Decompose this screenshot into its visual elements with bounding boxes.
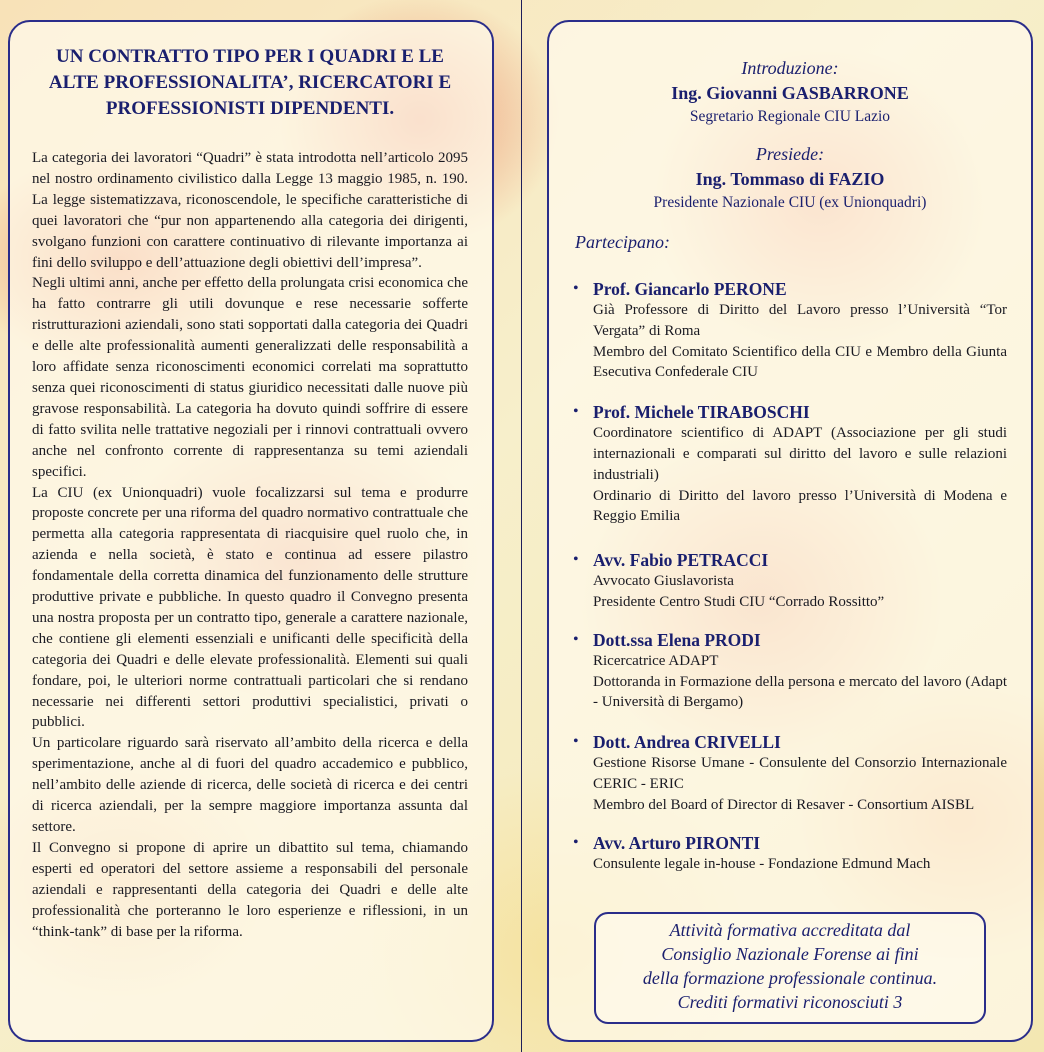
speaker-role: Presidente Centro Studi CIU “Corrado Rossitto” — [593, 593, 885, 610]
accreditation-line: Attività formativa accreditata dal — [669, 920, 911, 940]
speaker-role: Gestione Risorse Umane - Consulente del Consorzio Internazionale CERIC - ERIC — [593, 755, 1007, 792]
speaker-role: Membro del Comitato Scientifico della CIU e Membro della Giunta Esecutiva Confederale CIU — [593, 343, 1007, 381]
accreditation-line: della formazione professionale continua. — [642, 968, 938, 988]
left-panel — [8, 20, 494, 1042]
chair-name: Ing. Tommaso di FAZIO — [695, 169, 885, 189]
speaker-name: Avv. Fabio PETRACCI — [593, 550, 769, 571]
speaker-role: Ricercatrice ADAPT — [593, 652, 719, 669]
paragraph: Negli ultimi anni, anche per effetto della prolungata crisi economica che ha fatto contrarre gli utili dovunque e rese necessarie sofferte ristrutturazioni aziendali, sono stati sopportati dalla categoria dei Quadri e delle alte professionalità aumenti generalizzati delle responsabilità a loro affidate senza riconoscimenti economici correlati ma soprattutto senza quei riconoscimenti di status giuridico necessitati dalle nuove più gravose responsabilità. La categoria ha dovuto quindi soffrire di essere di fatto svilita nelle trattative negoziali per i rinnovi contrattuali ovvero anche nel confronto corrente di rappresentanza su temi aziendali specifici. — [32, 275, 468, 480]
paragraph: La categoria dei lavoratori “Quadri” è stata introdotta nell’articolo 2095 nel nostro ordinamento civilistico dalla Legge 13 maggio 1985, n. 190. La legge sistematizzava, riconoscendole, le specifiche caratteristiche di quei lavoratori che “pur non appartenendo alla categoria dei dirigenti, svolgano funzioni con carattere continuativo di rilevante importanza ai fini dello sviluppo e dell’attuazione degli obiettivi dell’impresa”. — [32, 150, 468, 271]
speaker-name: Prof. Michele TIRABOSCHI — [593, 402, 810, 423]
title-line: UN CONTRATTO TIPO PER I QUADRI E LE — [56, 46, 444, 67]
speaker-item — [573, 549, 1007, 613]
intro-name: Ing. Giovanni GASBARRONE — [671, 83, 909, 103]
chair-label: Presiede: — [755, 144, 825, 164]
bullet-icon: • — [573, 833, 579, 851]
speaker-role: Membro del Board of Director di Resaver - Consortium AISBL — [593, 796, 975, 813]
bullet-icon: • — [573, 551, 579, 569]
speaker-item — [573, 401, 1007, 527]
paragraph: Il Convegno si propone di aprire un dibattito sul tema, chiamando esperti ed operatori del settore assieme a responsabili del personale aziendali e rappresentanti della categoria dei Quadri e delle alte professionalità che porteranno le loro esperienze e riflessioni, in un “think-tank” di base per la riforma. — [32, 839, 468, 940]
bullet-icon: • — [573, 630, 579, 648]
speaker-name: Prof. Giancarlo PERONE — [593, 279, 787, 299]
bullet-icon: • — [573, 403, 579, 421]
title-line: ALTE PROFESSIONALITA’, RICERCATORI E — [48, 72, 452, 93]
speaker-role: Già Professore di Diritto del Lavoro presso l’Università “Tor Vergata” di Roma — [593, 302, 1007, 339]
chair-role: Presidente Nazionale CIU (ex Unionquadri) — [653, 194, 927, 211]
paragraph: Un particolare riguardo sarà riservato all’ambito della ricerca e della sperimentazione, anche al di fuori del quadro accademico e pubblico, nell’ambito delle aziende di ricerca, delle società di ricerca e dei centri di ricerca aziendali, per la sempre maggiore importanza assunta dal settore. — [32, 735, 468, 835]
title-line: PROFESSIONISTI DIPENDENTI. — [105, 98, 395, 119]
intro-role: Segretario Regionale CIU Lazio — [689, 108, 891, 125]
speaker-role: Dottoranda in Formazione della persona e mercato del lavoro (Adapt - Università di Bergamo) — [593, 673, 1007, 711]
speaker-name: Dott.ssa Elena PRODI — [593, 629, 761, 650]
accreditation-box — [594, 912, 986, 1024]
paragraph: La CIU (ex Unionquadri) vuole focalizzarsi sul tema e produrre proposte concrete per una riforma del quadro normativo contrattuale che permetta alla categoria rappresentata di riacquisire quel ruolo che, in azienda e nella società, è stato e continua ad essere pilastro fondamentale della corretta dinamica del funzionamento delle strutture produttive private e pubbliche. In questo quadro il Convegno presenta una nostra proposta per un contratto tipo, generale a carattere nazionale, che contiene gli elementi essenziali e unificanti delle specificità della categoria dei Quadri e delle elevate professionalità. Elementi sui quali fondare, poi, le ulteriori norme contrattuali particolari che si rendano necessarie nei differenti settori produttivi specialistici, privati o pubblici. — [32, 484, 468, 731]
speaker-role: Ordinario di Diritto del lavoro presso l’Università di Modena e Reggio Emilia — [593, 487, 1007, 525]
speaker-role: Consulente legale in-house - Fondazione Edmund Mach — [593, 855, 931, 872]
accreditation-line: Crediti formativi riconosciuti 3 — [677, 992, 903, 1012]
fold-line — [521, 0, 522, 1052]
speaker-item — [573, 731, 1007, 815]
speaker-role: Coordinatore scientifico di ADAPT (Associazione per gli studi internazionali e comparati sul diritto del lavoro e sulle relazioni industriali) — [593, 425, 1007, 483]
speakers-list — [573, 278, 1007, 874]
accreditation-line: Consiglio Nazionale Forense ai fini — [661, 944, 919, 964]
bullet-icon: • — [573, 280, 579, 297]
intro-section — [573, 56, 1007, 128]
speaker-item — [573, 629, 1007, 713]
speaker-role: Avvocato Giuslavorista — [593, 573, 734, 590]
right-panel — [547, 20, 1033, 1042]
speaker-name: Dott. Andrea CRIVELLI — [593, 732, 781, 753]
chair-section — [573, 142, 1007, 214]
intro-label: Introduzione: — [741, 58, 839, 78]
speaker-item — [573, 278, 1007, 383]
bullet-icon: • — [573, 733, 579, 751]
participants-label: Partecipano: — [575, 232, 670, 252]
speaker-name: Avv. Arturo PIRONTI — [593, 832, 761, 853]
body-text — [32, 148, 468, 942]
speaker-item — [573, 832, 1007, 875]
page-title — [38, 44, 462, 122]
